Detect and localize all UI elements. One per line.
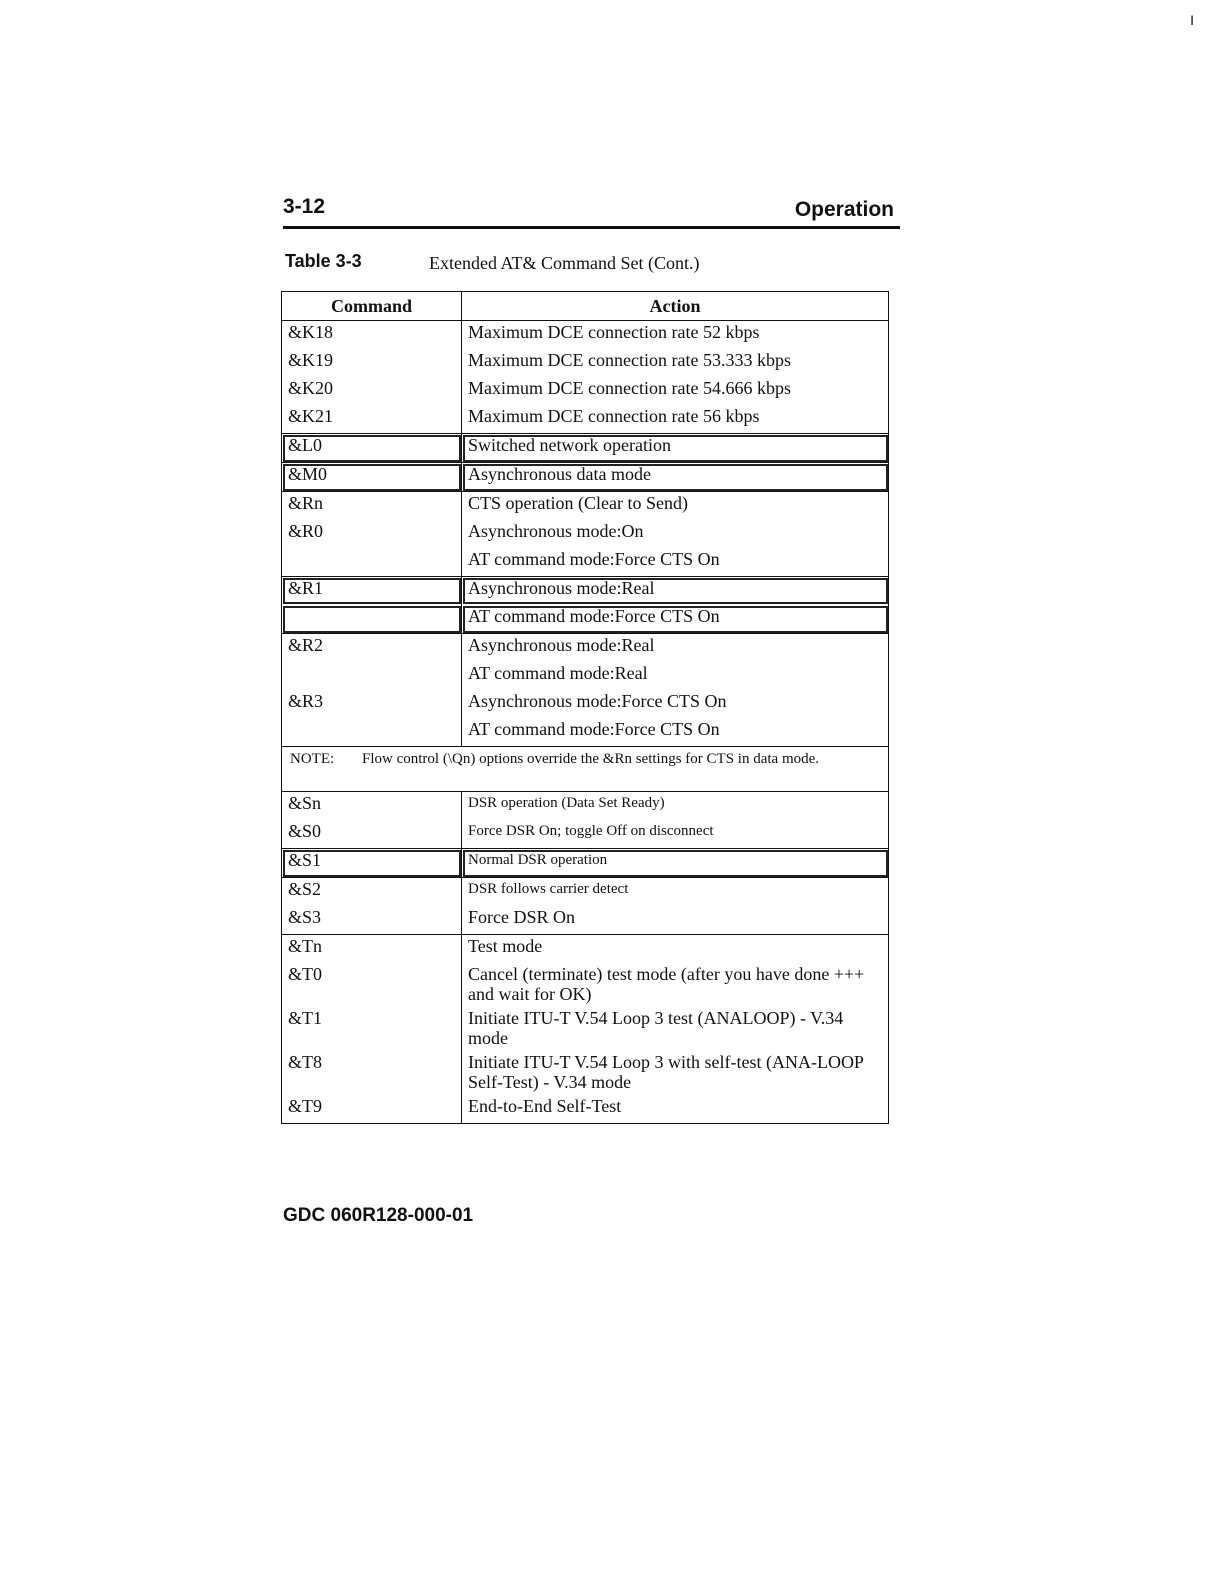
action-cell: End-to-End Self-Test bbox=[462, 1095, 889, 1124]
action-cell: Force DSR On; toggle Off on disconnect bbox=[462, 820, 889, 849]
table-row bbox=[282, 963, 889, 1007]
command-cell: &S2 bbox=[282, 878, 462, 907]
command-cell: &T8 bbox=[282, 1051, 462, 1095]
table-title: Extended AT& Command Set (Cont.) bbox=[429, 253, 700, 273]
table-row bbox=[282, 520, 889, 548]
action-cell: AT command mode:Force CTS On bbox=[462, 605, 889, 634]
action-cell: Test mode bbox=[462, 935, 889, 964]
table-row bbox=[282, 548, 889, 577]
action-cell: Maximum DCE connection rate 54.666 kbps bbox=[462, 377, 889, 405]
action-cell: Force DSR On bbox=[462, 906, 889, 935]
table-row-highlighted bbox=[282, 849, 889, 878]
command-cell: &R2 bbox=[282, 634, 462, 663]
command-cell bbox=[282, 718, 462, 747]
header-rule bbox=[283, 226, 900, 229]
command-cell bbox=[282, 605, 462, 634]
table-row bbox=[282, 1095, 889, 1124]
command-cell bbox=[282, 548, 462, 577]
action-cell: Cancel (terminate) test mode (after you have done +++ and wait for OK) bbox=[462, 963, 889, 1007]
corner-mark: I bbox=[1190, 12, 1194, 28]
table-row bbox=[282, 718, 889, 747]
command-cell: &K20 bbox=[282, 377, 462, 405]
command-cell: &Tn bbox=[282, 935, 462, 964]
command-cell: &K21 bbox=[282, 405, 462, 434]
table-row-highlighted bbox=[282, 605, 889, 634]
action-cell: Maximum DCE connection rate 56 kbps bbox=[462, 405, 889, 434]
action-cell: DSR follows carrier detect bbox=[462, 878, 889, 907]
table-row bbox=[282, 349, 889, 377]
action-cell: AT command mode:Real bbox=[462, 662, 889, 690]
action-cell: DSR operation (Data Set Ready) bbox=[462, 792, 889, 821]
action-cell: AT command mode:Force CTS On bbox=[462, 718, 889, 747]
command-cell: &L0 bbox=[282, 434, 462, 463]
note-text: Flow control (\Qn) options override the &Rn settings for CTS in data mode. bbox=[362, 751, 820, 767]
command-cell: &M0 bbox=[282, 463, 462, 492]
table-row bbox=[282, 935, 889, 964]
action-cell: Asynchronous mode:Real bbox=[462, 634, 889, 663]
table-row bbox=[282, 878, 889, 907]
command-cell: &K18 bbox=[282, 321, 462, 350]
action-cell: Initiate ITU-T V.54 Loop 3 with self-test (ANA-LOOP Self-Test) - V.34 mode bbox=[462, 1051, 889, 1095]
command-cell: &T9 bbox=[282, 1095, 462, 1124]
command-cell: &R0 bbox=[282, 520, 462, 548]
command-cell: &R3 bbox=[282, 690, 462, 718]
section-title: Operation bbox=[794, 198, 894, 221]
command-cell: &S3 bbox=[282, 906, 462, 935]
command-cell: &T1 bbox=[282, 1007, 462, 1051]
table-row-highlighted bbox=[282, 463, 889, 492]
action-cell: CTS operation (Clear to Send) bbox=[462, 492, 889, 521]
command-cell: &K19 bbox=[282, 349, 462, 377]
table-row bbox=[282, 690, 889, 718]
command-cell: &S0 bbox=[282, 820, 462, 849]
column-header-action: Action bbox=[462, 292, 889, 321]
action-cell: Initiate ITU-T V.54 Loop 3 test (ANALOOP) - V.34 mode bbox=[462, 1007, 889, 1051]
table-header-row bbox=[282, 292, 889, 321]
note-row bbox=[282, 747, 889, 792]
action-cell: AT command mode:Force CTS On bbox=[462, 548, 889, 577]
command-cell bbox=[282, 662, 462, 690]
command-cell: &S1 bbox=[282, 849, 462, 878]
table-row bbox=[282, 1051, 889, 1095]
table-row bbox=[282, 662, 889, 690]
table-row bbox=[282, 405, 889, 434]
table-row bbox=[282, 1007, 889, 1051]
note-label: NOTE: bbox=[290, 751, 335, 767]
table-row bbox=[282, 792, 889, 821]
table-row bbox=[282, 321, 889, 350]
action-cell: Maximum DCE connection rate 52 kbps bbox=[462, 321, 889, 350]
table-row bbox=[282, 634, 889, 663]
action-cell: Asynchronous data mode bbox=[462, 463, 889, 492]
table-row bbox=[282, 906, 889, 935]
table-label: Table 3-3 bbox=[285, 251, 362, 271]
column-header-command: Command bbox=[282, 292, 462, 321]
table-row-highlighted bbox=[282, 577, 889, 606]
command-cell: &Sn bbox=[282, 792, 462, 821]
action-cell: Asynchronous mode:Force CTS On bbox=[462, 690, 889, 718]
command-cell: &Rn bbox=[282, 492, 462, 521]
action-cell: Asynchronous mode:On bbox=[462, 520, 889, 548]
table-row bbox=[282, 820, 889, 849]
action-cell: Normal DSR operation bbox=[462, 849, 889, 878]
action-cell: Asynchronous mode:Real bbox=[462, 577, 889, 606]
command-cell: &T0 bbox=[282, 963, 462, 1007]
document-id: GDC 060R128-000-01 bbox=[283, 1205, 474, 1226]
action-cell: Maximum DCE connection rate 53.333 kbps bbox=[462, 349, 889, 377]
action-cell: Switched network operation bbox=[462, 434, 889, 463]
page-number: 3-12 bbox=[283, 195, 326, 218]
table-row-highlighted bbox=[282, 434, 889, 463]
table-row bbox=[282, 492, 889, 521]
note-cell bbox=[282, 747, 889, 792]
command-table bbox=[281, 291, 889, 1124]
table-row bbox=[282, 377, 889, 405]
command-cell: &R1 bbox=[282, 577, 462, 606]
